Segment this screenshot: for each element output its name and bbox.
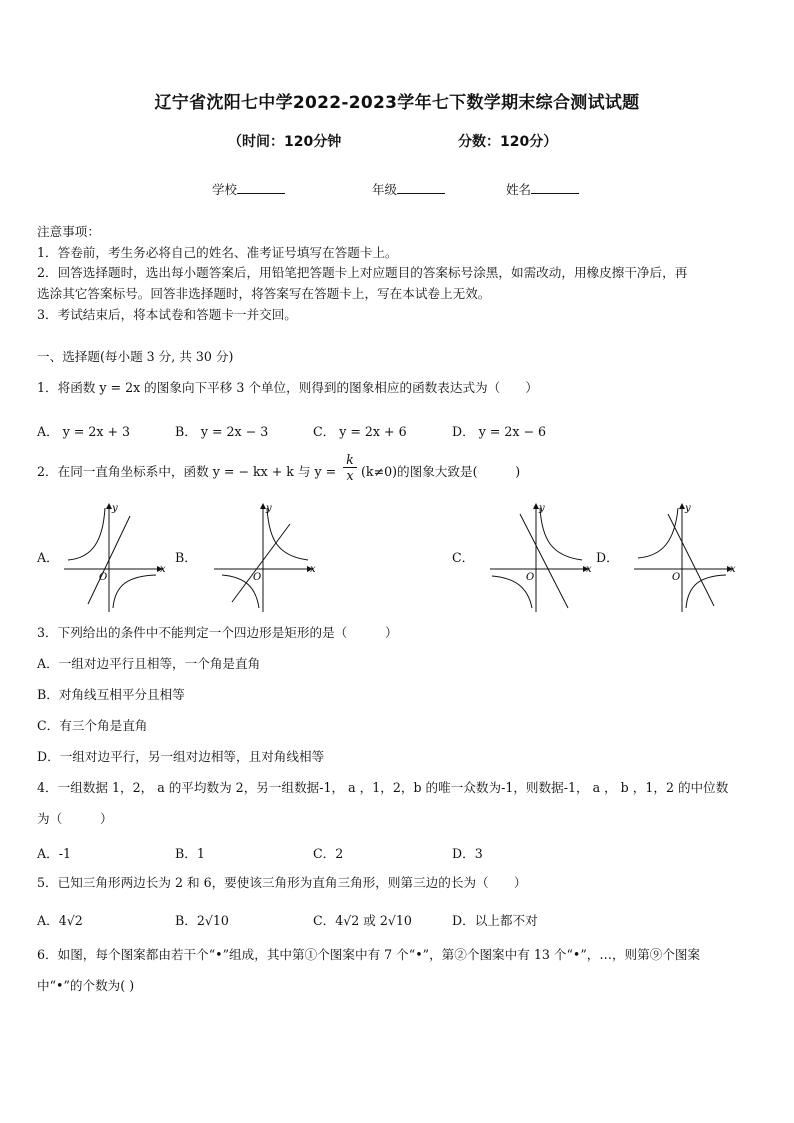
x-label: x (310, 564, 316, 575)
q4-option-b: B．1 (175, 846, 205, 861)
q5-option-a: A．4√2 (37, 913, 83, 928)
q6-stem-line2: 中“•”的个数为( ) (37, 978, 135, 993)
q3-stem: 3．下列给出的条件中不能判定一个四边形是矩形的是（ ） (37, 625, 398, 640)
hyperbola-branch (113, 575, 156, 608)
name-field: 姓名 (506, 180, 579, 198)
q2-label-c: C． (452, 550, 475, 565)
q2-label-b: B． (175, 550, 197, 565)
q5-option-b: B．2√10 (175, 913, 229, 928)
q2-graph-c (484, 500, 596, 616)
q3-option-d: D．一组对边平行，另一组对边相等，且对角线相等 (37, 749, 325, 764)
q1-option-b: B． y = 2x − 3 (175, 424, 269, 439)
y-label: y (266, 503, 272, 514)
x-label: x (160, 564, 166, 575)
notice-item-2: 2．回答选择题时，选出每小题答案后，用铅笔把答题卡上对应题目的答案标号涂黑，如需改动，用橡皮擦干净后，再 (37, 265, 688, 280)
q5-stem: 5．已知三角形两边长为 2 和 6，要使该三角形为直角三角形，则第三边的长为（ ） (37, 875, 527, 890)
y-label: y (112, 503, 118, 514)
x-label: x (730, 564, 736, 575)
exam-score: 分数：120分） (458, 134, 558, 150)
q2-fraction: k x (343, 452, 357, 483)
notice-item-3: 3．考试结束后，将本试卷和答题卡一并交回。 (37, 307, 297, 322)
exam-time: （时间：120分钟 (228, 134, 342, 150)
q4-stem-line1: 4．一组数据 1，2， a 的平均数为 2，另一组数据-1， a ，1，2，b 的唯一众数为-1，则数据-1， a ， b ，1，2 的中位数 (37, 780, 729, 795)
section-heading: 一、选择题(每小题 3 分, 共 30 分) (37, 349, 234, 364)
hyperbola-branch (267, 508, 308, 560)
page-title: 辽宁省沈阳七中学2022-2023学年七下数学期末综合测试试题 (154, 93, 640, 113)
grade-field: 年级 (372, 180, 445, 198)
school-field: 学校 (212, 180, 285, 198)
q1-option-c: C． y = 2x + 6 (313, 424, 407, 439)
q3-option-a: A．一组对边平行且相等，一个角是直角 (37, 656, 261, 671)
q4-option-a: A．-1 (37, 846, 71, 861)
q6-stem-line1: 6．如图，每个图案都由若干个“•”组成，其中第①个图案中有 7 个“•”，第②个图案中有 13 个“•”，…，则第⑨个图案 (37, 947, 701, 962)
q2-stem-b: (k≠0)的图象大致是( ) (361, 464, 521, 479)
q4-option-c: C．2 (313, 846, 344, 861)
q3-option-b: B．对角线互相平分且相等 (37, 687, 185, 702)
q4-option-d: D．3 (452, 846, 483, 861)
q2-graph-a (58, 500, 170, 616)
hyperbola-branch (68, 508, 105, 560)
q2-graph-b (208, 500, 320, 616)
origin-label: O (672, 572, 681, 583)
hyperbola-branch (686, 575, 726, 608)
q4-stem-line2: 为（ ） (37, 811, 113, 826)
q2-stem-a: 2．在同一直角坐标系中，函数 y = − kx + k 与 y = (37, 464, 337, 479)
hyperbola-branch (540, 508, 582, 560)
y-label: y (685, 503, 691, 514)
x-label: x (586, 564, 592, 575)
notice-item-2-cont: 选涂其它答案标号。回答非选择题时，将答案写在答题卡上，写在本试卷上无效。 (37, 286, 491, 301)
line-graph (668, 514, 714, 606)
q2-label-d: D． (596, 550, 619, 565)
origin-label: O (253, 572, 262, 583)
q5-option-d: D．以上都不对 (452, 913, 538, 928)
q1-stem: 1．将函数 y = 2x 的图象向下平移 3 个单位，则得到的图象相应的函数表达式为（ ） (37, 380, 539, 395)
q2-label-a: A． (37, 550, 59, 565)
origin-label: O (99, 572, 108, 583)
q3-option-c: C．有三个角是直角 (37, 718, 148, 733)
q1-option-d: D． y = 2x − 6 (452, 424, 547, 439)
hyperbola-branch (638, 508, 678, 558)
q2-graph-d (628, 500, 740, 616)
y-label: y (539, 503, 545, 514)
origin-label: O (526, 572, 535, 583)
notice-heading: 注意事项： (37, 224, 100, 239)
notice-item-1: 1．答卷前，考生务必将自己的姓名、准考证号填写在答题卡上。 (37, 245, 398, 260)
q5-option-c: C．4√2 或 2√10 (313, 913, 412, 928)
line-graph (232, 524, 290, 602)
q1-option-a: A． y = 2x + 3 (37, 424, 131, 439)
